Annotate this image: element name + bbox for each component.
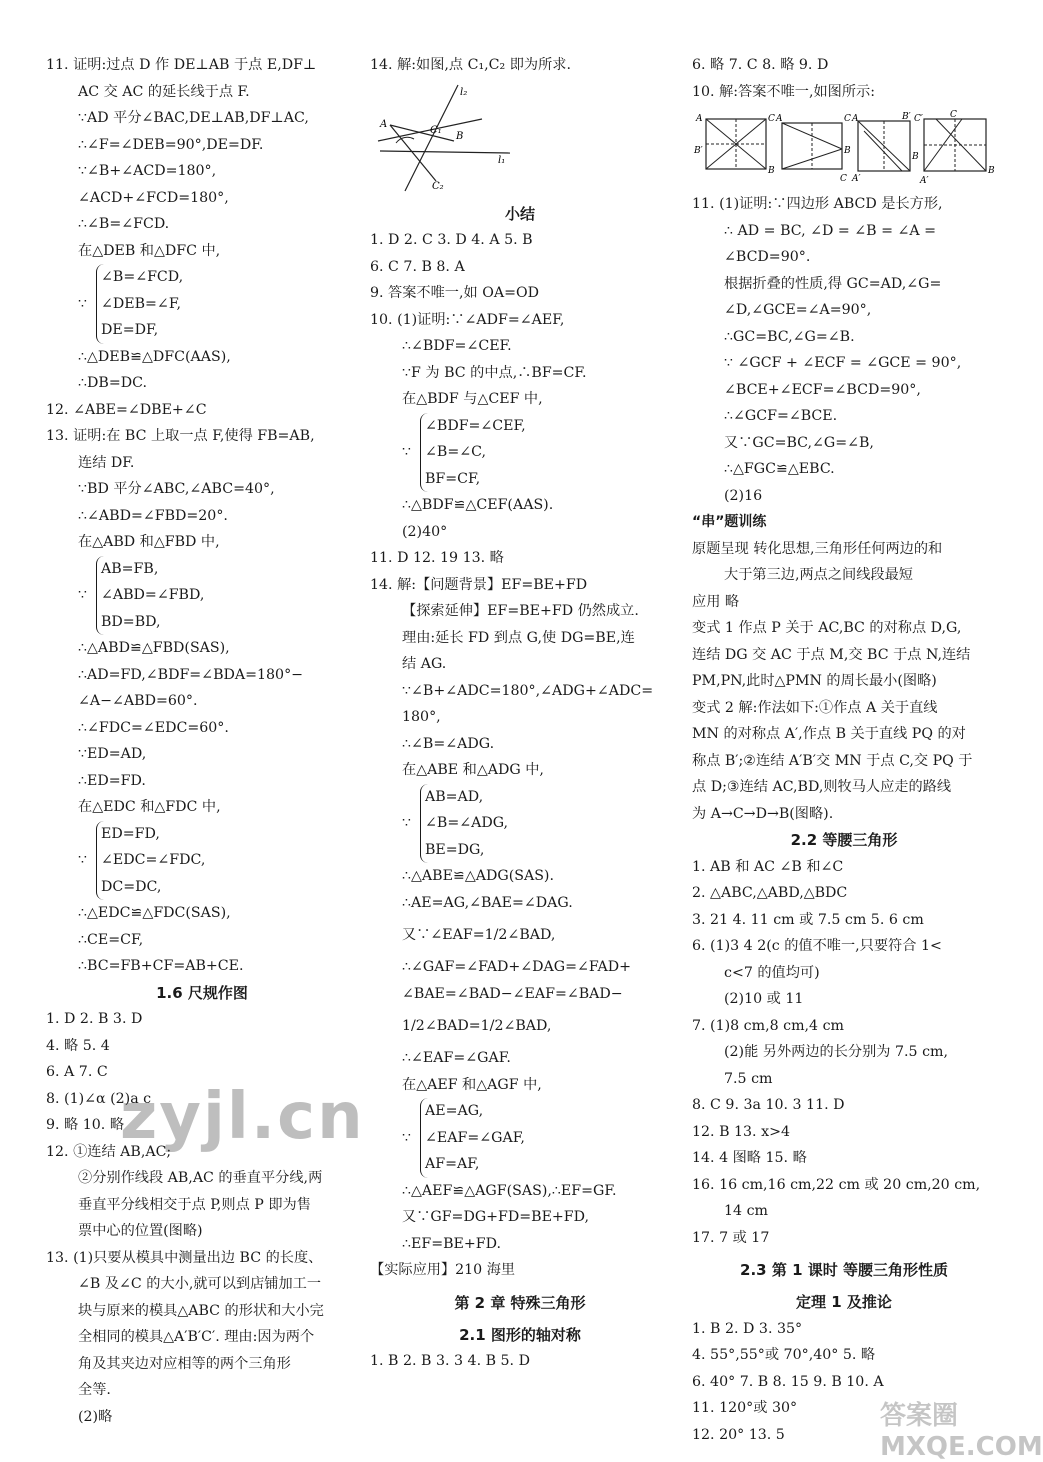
text-line: 11. 证明:过点 D 作 DE⊥AB 于点 E,DF⊥ bbox=[46, 57, 317, 73]
text-line: ∠B=∠C, bbox=[425, 444, 486, 460]
text-line: 1. D 2. C 3. D 4. A 5. B bbox=[370, 232, 533, 248]
text-line: ∴∠ABD=∠FBD=20°. bbox=[78, 507, 228, 524]
text-line: (2)略 bbox=[78, 1408, 113, 1425]
because-symbol: ∵ bbox=[402, 815, 412, 831]
text-line: ∴∠GCF=∠BCE. bbox=[724, 408, 838, 424]
text-line: 7. (1)8 cm,8 cm,4 cm bbox=[692, 1017, 844, 1034]
text-line: 180°, bbox=[402, 709, 441, 725]
rect-label: C bbox=[840, 174, 847, 184]
text-line: 8. C 9. 3a 10. 3 11. D bbox=[692, 1097, 845, 1113]
text-line: (2)16 bbox=[724, 487, 763, 504]
text-line: ②分别作线段 AB,AC 的垂直平分线,两 bbox=[78, 1170, 323, 1186]
text-line: ∠ACD+∠FCD=180°, bbox=[78, 189, 229, 206]
text-line: ∠B 及∠C 的大小,就可以到店铺加工一 bbox=[78, 1276, 322, 1292]
text-line: ∠BDF=∠CEF, bbox=[425, 417, 526, 434]
text-line: 角及其夹边对应相等的两个三角形 bbox=[78, 1355, 291, 1372]
text-line: ∠EAF=∠GAF, bbox=[425, 1129, 525, 1146]
text-line: 理由:延长 FD 到点 G,使 DG=BE,连 bbox=[402, 629, 635, 646]
section-heading: 小结 bbox=[504, 204, 535, 223]
text-line: ∴DB=DC. bbox=[78, 375, 147, 391]
text-line: 11. 120°或 30° bbox=[692, 1400, 798, 1416]
text-line: ∴△ABD≌△FBD(SAS), bbox=[78, 640, 230, 656]
text-line: 13. (1)只要从模具中测量出边 BC 的长度、 bbox=[46, 1249, 323, 1266]
text-line: ∴CE=CF, bbox=[78, 931, 144, 948]
text-line: 全等. bbox=[78, 1382, 111, 1398]
text-line: ∠B=∠FCD, bbox=[101, 269, 184, 285]
rect-label: C bbox=[950, 110, 957, 120]
text-line: 称点 B′;②连结 A′B′交 MN 于点 C,交 PQ 于 bbox=[692, 752, 973, 769]
text-line: AB=AD, bbox=[425, 788, 484, 805]
text-line: BF=CF, bbox=[425, 470, 481, 487]
text-line: 4. 略 5. 4 bbox=[46, 1037, 110, 1054]
text-line: 块与原来的模具△ABC 的形状和大小完 bbox=[78, 1302, 324, 1319]
line-l1 bbox=[380, 151, 510, 153]
text-line: 应用 略 bbox=[692, 593, 740, 610]
text-line: ∴GC=BC,∠G=∠B. bbox=[724, 328, 855, 345]
text-line: BD=BD, bbox=[101, 613, 161, 630]
section-heading: 2.3 第 1 课时 等腰三角形性质 bbox=[740, 1261, 948, 1279]
text-line: 16. 16 cm,16 cm,22 cm 或 20 cm,20 cm, bbox=[692, 1176, 981, 1193]
arc-mark bbox=[396, 137, 414, 143]
rect-label: A′ bbox=[920, 176, 929, 186]
label-c1: C₁ bbox=[430, 124, 442, 136]
text-line: AE=AG, bbox=[425, 1103, 484, 1119]
text-line: BE=DG, bbox=[425, 841, 485, 858]
text-line: (2)能 另外两边的长分别为 7.5 cm, bbox=[724, 1044, 948, 1060]
folding-rectangles-figure bbox=[692, 109, 996, 185]
label-l2: l₂ bbox=[460, 86, 468, 98]
text-line: 在△AEF 和△AGF 中, bbox=[402, 1076, 542, 1093]
text-line: 6. (1)3 4 2(c 的值不唯一,只要符合 1< bbox=[692, 938, 942, 954]
text-line: 1. B 2. D 3. 35° bbox=[692, 1320, 803, 1337]
rect-label: B bbox=[844, 146, 851, 156]
rect-1 bbox=[706, 119, 766, 169]
text-line: ∴△EDC≌△FDC(SAS), bbox=[78, 905, 231, 921]
text-line: 票中心的位置(图略) bbox=[78, 1223, 203, 1239]
text-line: PM,PN,此时△PMN 的周长最小(图略) bbox=[692, 673, 937, 689]
text-line: ∴ED=FD. bbox=[78, 772, 146, 789]
section-heading: 定理 1 及推论 bbox=[796, 1293, 892, 1311]
text-line: 2. △ABC,△ABD,△BDC bbox=[692, 885, 848, 901]
text-line: ∴∠B=∠ADG. bbox=[402, 735, 495, 752]
text-line: 12. ①连结 AB,AC; bbox=[46, 1143, 172, 1160]
text-line: 6. C 7. B 8. A bbox=[370, 258, 465, 275]
text-line: AF=AF, bbox=[425, 1156, 480, 1172]
text-line: 1/2∠BAD=1/2∠BAD, bbox=[402, 1018, 552, 1034]
text-line: ∴△BDF≌△CEF(AAS). bbox=[402, 497, 554, 513]
text-line: 在△ABE 和△ADG 中, bbox=[402, 762, 544, 778]
brace-group bbox=[370, 413, 670, 493]
text-line: ∴∠F=∠DEB=90°,DE=DF. bbox=[78, 136, 264, 153]
text-line: ∠BCE+∠ECF=∠BCD=90°, bbox=[724, 381, 921, 398]
text-line: 6. 略 7. C 8. 略 9. D bbox=[692, 57, 829, 73]
text-line: ∴EF=BE+FD. bbox=[402, 1235, 502, 1252]
rect-3 bbox=[858, 121, 910, 171]
text-line: ∠D,∠GCE=∠A=90°, bbox=[724, 302, 872, 318]
text-line: 根据折叠的性质,得 GC=AD,∠G= bbox=[724, 275, 942, 292]
because-symbol: ∵ bbox=[78, 852, 88, 868]
text-line: ∴∠FDC=∠EDC=60°. bbox=[78, 719, 229, 736]
rect-label: C′ bbox=[914, 114, 923, 124]
column-1 bbox=[46, 52, 358, 1430]
text-line: ∴△DEB≌△DFC(AAS), bbox=[78, 348, 231, 365]
text-line: ∵∠B+∠ADC=180°,∠ADG+∠ADC= bbox=[402, 682, 654, 699]
watermark-stamp: 答案圈 MXQE.COM bbox=[880, 1401, 1043, 1462]
label-c2: C₂ bbox=[432, 180, 444, 192]
text-line: 6. A 7. C bbox=[46, 1064, 108, 1080]
text-line: 垂直平分线相交于点 P,则点 P 即为售 bbox=[78, 1196, 311, 1213]
text-line: 1. B 2. B 3. 3 4. B 5. D bbox=[370, 1353, 530, 1369]
brace-group bbox=[46, 264, 358, 344]
text-line: c<7 的值均可) bbox=[724, 964, 820, 981]
text-line: ∴BC=FB+CF=AB+CE. bbox=[78, 958, 244, 974]
text-line: ∴△ABE≌△ADG(SAS). bbox=[402, 868, 554, 884]
rect-label: B bbox=[768, 166, 775, 176]
text-line: DC=DC, bbox=[101, 878, 162, 895]
chapter-heading: 第 2 章 特殊三角形 bbox=[454, 1293, 586, 1312]
text-line: ∠BCD=90°. bbox=[724, 249, 811, 265]
text-line: 大于第三边,两点之间线段最短 bbox=[724, 567, 913, 583]
text-line: 【实际应用】210 海里 bbox=[370, 1262, 516, 1278]
text-line: 8. (1)∠α (2)a c bbox=[46, 1090, 152, 1107]
text-line: ∴ AD = BC, ∠D = ∠B = ∠A = bbox=[724, 222, 937, 239]
text-line: 7.5 cm bbox=[724, 1070, 773, 1087]
section-heading: 1.6 尺规作图 bbox=[156, 983, 248, 1002]
brace-group bbox=[46, 821, 358, 901]
text-line: 点 D;③连结 AC,BD,则牧马人应走的路线 bbox=[692, 779, 952, 795]
text-line: 14 cm bbox=[724, 1203, 768, 1219]
text-line: (2)10 或 11 bbox=[724, 991, 804, 1007]
text-line: 为 A→C→D→B(图略). bbox=[692, 805, 834, 822]
brace-group bbox=[46, 556, 358, 636]
because-symbol: ∵ bbox=[402, 1129, 412, 1146]
text-line: ∴∠GAF=∠FAD+∠DAG=∠FAD+ bbox=[402, 959, 631, 975]
text-line: ∴∠B=∠FCD. bbox=[78, 216, 170, 232]
text-line: 12. ∠ABE=∠DBE+∠C bbox=[46, 401, 207, 418]
rect-label: A′ bbox=[852, 174, 861, 184]
text-line: ∵F 为 BC 的中点,∴BF=CF. bbox=[402, 364, 587, 381]
rect-label: C bbox=[768, 114, 775, 124]
text-line: ∠BAE=∠BAD−∠EAF=∠BAD− bbox=[402, 985, 623, 1002]
text-line: 3. 21 4. 11 cm 或 7.5 cm 5. 6 cm bbox=[692, 911, 924, 928]
watermark: zyjl.cn bbox=[120, 1080, 365, 1154]
text-line: 在△ABD 和△FBD 中, bbox=[78, 534, 220, 550]
rect-4 bbox=[924, 119, 986, 171]
text-line: ED=FD, bbox=[101, 825, 160, 842]
rect-label: A bbox=[852, 114, 859, 124]
text-line: 6. 40° 7. B 8. 15 9. B 10. A bbox=[692, 1373, 884, 1390]
text-line: 又∵GF=DG+FD=BE+FD, bbox=[402, 1209, 590, 1225]
text-line: ∴∠BDF=∠CEF. bbox=[402, 338, 512, 354]
rect-label: B′ bbox=[694, 146, 703, 156]
text-line: 连结 DG 交 AC 于点 M,交 BC 于点 N,连结 bbox=[692, 646, 971, 663]
rect-2 bbox=[782, 123, 842, 169]
brace-group bbox=[370, 1098, 670, 1178]
text-line: 在△EDC 和△FDC 中, bbox=[78, 799, 221, 815]
text-line: 在△DEB 和△DFC 中, bbox=[78, 242, 221, 259]
text-line: 14. 4 图略 15. 略 bbox=[692, 1150, 807, 1166]
label-l1: l₁ bbox=[498, 154, 506, 166]
label-a: A bbox=[380, 118, 388, 130]
text-line: 12. B 13. x>4 bbox=[692, 1123, 790, 1140]
text-line: ∵ED=AD, bbox=[78, 746, 147, 762]
text-line: 11. (1)证明:∵四边形 ABCD 是长方形, bbox=[692, 196, 943, 212]
because-symbol: ∵ bbox=[402, 444, 412, 460]
text-line: 9. 略 10. 略 bbox=[46, 1117, 125, 1133]
section-heading: 2.1 图形的轴对称 bbox=[459, 1325, 581, 1344]
rect-label: B bbox=[988, 166, 995, 176]
text-line: 连结 DF. bbox=[78, 454, 135, 471]
text-line: ∵ ∠GCF + ∠ECF = ∠GCE = 90°, bbox=[724, 355, 962, 371]
text-line: ∴AD=FD,∠BDF=∠BDA=180°− bbox=[78, 666, 304, 683]
text-line: ∠EDC=∠FDC, bbox=[101, 852, 206, 868]
text-line: AC 交 AC 的延长线于点 F. bbox=[78, 83, 250, 100]
text-line: 【探索延伸】EF=BE+FD 仍然成立. bbox=[402, 603, 639, 619]
text-line: ∵∠B+∠ACD=180°, bbox=[78, 163, 217, 179]
construction-figure bbox=[370, 83, 520, 195]
text-line: 10. 解:答案不唯一,如图所示: bbox=[692, 83, 876, 100]
rect-label: A bbox=[776, 114, 783, 124]
text-line: 10. (1)证明:∵∠ADF=∠AEF, bbox=[370, 311, 565, 328]
text-line: 全相同的模具△A′B′C′. 理由:因为两个 bbox=[78, 1329, 315, 1345]
text-line: ∠ABD=∠FBD, bbox=[101, 587, 205, 603]
because-symbol: ∵ bbox=[78, 295, 88, 312]
subsection-heading: “串”题训练 bbox=[692, 514, 767, 530]
rect-label: A bbox=[696, 114, 703, 124]
text-line: 14. 解:如图,点 C₁,C₂ 即为所求. bbox=[370, 57, 571, 73]
label-b: B bbox=[456, 130, 464, 142]
text-line: 11. D 12. 19 13. 略 bbox=[370, 550, 504, 566]
rect-label: B bbox=[912, 152, 919, 162]
text-line: 1. D 2. B 3. D bbox=[46, 1011, 143, 1027]
text-line: 变式 2 解:作法如下:①作点 A 关于直线 bbox=[692, 699, 938, 716]
text-line: MN 的对称点 A′,作点 B 关于直线 PQ 的对 bbox=[692, 726, 966, 742]
rect-label: B′ bbox=[902, 112, 911, 122]
text-line: 原题呈现 转化思想,三角形任何两边的和 bbox=[692, 540, 943, 557]
text-line: 1. AB 和 AC ∠B 和∠C bbox=[692, 858, 844, 875]
text-line: ∠A−∠ABD=60°. bbox=[78, 693, 198, 709]
text-line: 9. 答案不唯一,如 OA=OD bbox=[370, 285, 539, 301]
section-heading: 2.2 等腰三角形 bbox=[790, 831, 898, 849]
column-2 bbox=[370, 52, 670, 1375]
because-symbol: ∵ bbox=[78, 587, 88, 603]
text-line: 12. 20° 13. 5 bbox=[692, 1426, 785, 1443]
text-line: 变式 1 作点 P 关于 AC,BC 的对称点 D,G, bbox=[692, 620, 962, 636]
text-line: ∠B=∠ADG, bbox=[425, 815, 509, 831]
text-line: ∴△FGC≌△EBC. bbox=[724, 461, 835, 477]
text-line: 4. 55°,55°或 70°,40° 5. 略 bbox=[692, 1347, 876, 1363]
text-line: ∴△AEF≌△AGF(SAS),∴EF=GF. bbox=[402, 1182, 617, 1199]
text-line: 结 AG. bbox=[402, 656, 447, 672]
text-line: 17. 7 或 17 bbox=[692, 1229, 770, 1246]
brace-group bbox=[370, 784, 670, 864]
text-line: 又∵GC=BC,∠G=∠B, bbox=[724, 434, 874, 451]
text-line: AB=FB, bbox=[101, 560, 159, 577]
text-line: ∴∠EAF=∠GAF. bbox=[402, 1050, 511, 1066]
text-line: 14. 解:【问题背景】EF=BE+FD bbox=[370, 576, 588, 593]
text-line: ∠DEB=∠F, bbox=[101, 295, 181, 312]
column-3 bbox=[692, 52, 996, 1448]
text-line: (2)40° bbox=[402, 523, 448, 540]
text-line: 13. 证明:在 BC 上取一点 F,使得 FB=AB, bbox=[46, 428, 315, 444]
text-line: 又∵∠EAF=1/2∠BAD, bbox=[402, 927, 556, 943]
text-line: ∵AD 平分∠BAC,DE⊥AB,DF⊥AC, bbox=[78, 110, 309, 126]
rect-label: C bbox=[844, 114, 851, 124]
text-line: ∴AE=AG,∠BAE=∠DAG. bbox=[402, 894, 573, 911]
text-line: ∵BD 平分∠ABC,∠ABC=40°, bbox=[78, 481, 275, 497]
text-line: 在△BDF 与△CEF 中, bbox=[402, 391, 543, 407]
text-line: DE=DF, bbox=[101, 322, 159, 338]
